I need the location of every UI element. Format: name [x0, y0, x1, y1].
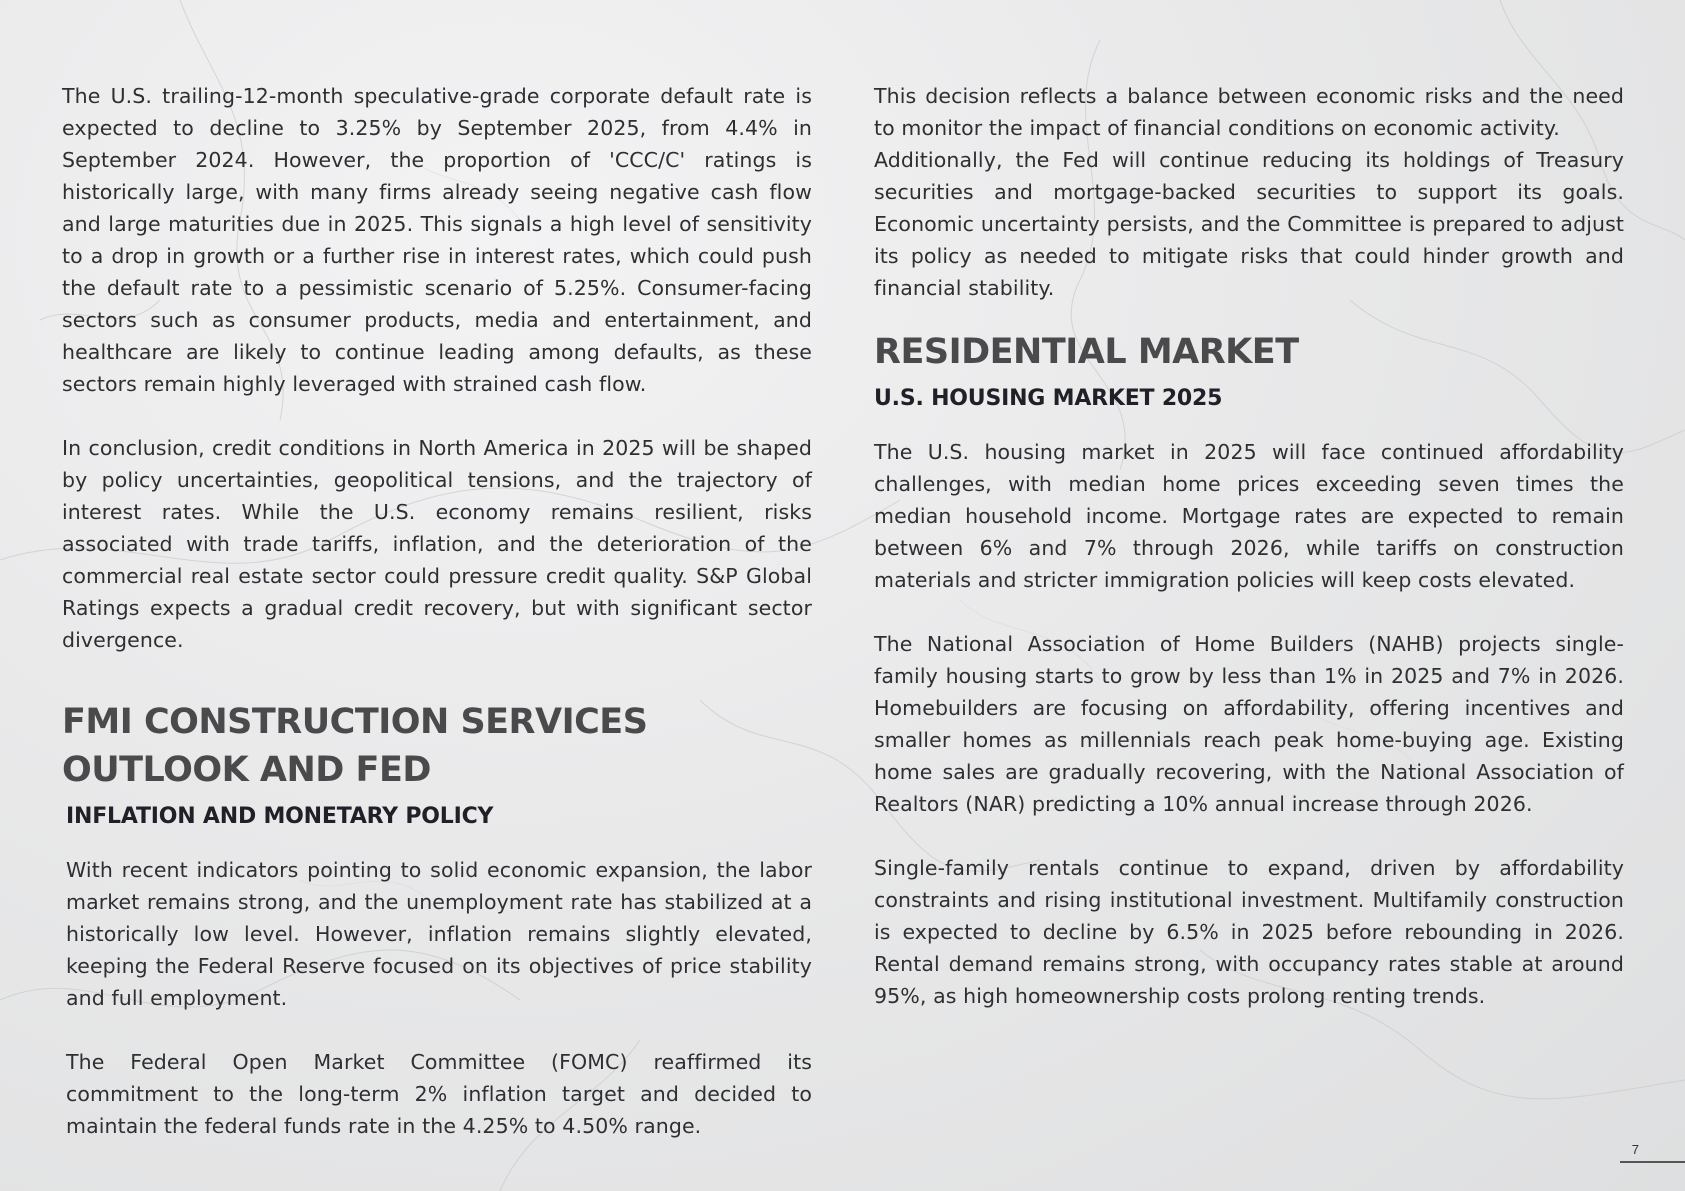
- page-number: 7: [1631, 1142, 1639, 1157]
- subheading-housing: U.S. HOUSING MARKET 2025: [874, 386, 1223, 411]
- paragraph-decision: This decision reflects a balance between economic risks and the need to monitor the impact of financial conditions on economic activity.: [874, 84, 1624, 140]
- paragraph-indicators: With recent indicators pointing to solid economic expansion, the labor market remains strong, and the unemployment rate has stabilized at a historically low level. However, inflation remains slightly elevated, keeping the Federal Reserve focused on its objectives of price stability and full employment.: [66, 858, 812, 1010]
- section-title-residential: RESIDENTIAL MARKET: [874, 332, 1299, 372]
- paragraph-conclusion: In conclusion, credit conditions in North America in 2025 will be shaped by policy uncertainties, geopolitical tensions, and the trajectory of interest rates. While the U.S. economy remains resilient, risks associated with trade tariffs, inflation, and the deterioration of the commercial real estate sector could pressure credit quality. S&P Global Ratings expects a gradual credit recovery, but with significant sector divergence.: [62, 436, 812, 652]
- paragraph-fomc: The Federal Open Market Committee (FOMC) reaffirmed its commitment to the long-term 2% inflation target and decided to maintain the federal funds rate in the 4.25% to 4.50% range.: [66, 1050, 812, 1138]
- section-title-fmi: FMI CONSTRUCTION SERVICES OUTLOOK AND FED: [62, 702, 648, 790]
- paragraph-default-rate: The U.S. trailing-12-month speculative-grade corporate default rate is expected to decline to 3.25% by September 2025, from 4.4% in September 2024. However, the proportion of 'CCC/C' ratings is historically large, with many firms already seeing negative cash flow and large maturities due in 2025. This signals a high level of sensitivity to a drop in growth or a further rise in interest rates, which could push the default rate to a pessimistic scenario of 5.25%. Consumer-facing sectors such as consumer products, media and entertainment, and healthcare are likely to continue leading among defaults, as these sectors remain highly leveraged with strained cash flow.: [62, 84, 812, 396]
- left-column: [62, 80, 812, 1142]
- paragraph-nahb: The National Association of Home Builders (NAHB) projects single-family housing starts to grow by less than 1% in 2025 and 7% in 2026. Homebuilders are focusing on affordability, offering incentives and smaller homes as millennials reach peak home-buying age. Existing home sales are gradually recovering, with the National Association of Realtors (NAR) predicting a 10% annual increase through 2026.: [874, 632, 1624, 816]
- paragraph-rentals: Single-family rentals continue to expand, driven by affordability constraints and rising institutional investment. Multifamily construction is expected to decline by 6.5% in 2025 before rebounding in 2026. Rental demand remains strong, with occupancy rates stable at around 95%, as high homeownership costs prolong renting trends.: [874, 856, 1624, 1008]
- paragraph-fed-holdings: Additionally, the Fed will continue reducing its holdings of Treasury securities and mortgage-backed securities to support its goals. Economic uncertainty persists, and the Committee is prepared to adjust its policy as needed to mitigate risks that could hinder growth and financial stability.: [874, 148, 1624, 300]
- paragraph-housing-affordability: The U.S. housing market in 2025 will face continued affordability challenges, with median home prices exceeding seven times the median household income. Mortgage rates are expected to remain between 6% and 7% through 2026, while tariffs on construction materials and stricter immigration policies will keep costs elevated.: [874, 440, 1624, 592]
- right-column: [874, 80, 1624, 1012]
- page-number-rule: [1620, 1161, 1685, 1163]
- subheading-inflation: INFLATION AND MONETARY POLICY: [66, 804, 494, 829]
